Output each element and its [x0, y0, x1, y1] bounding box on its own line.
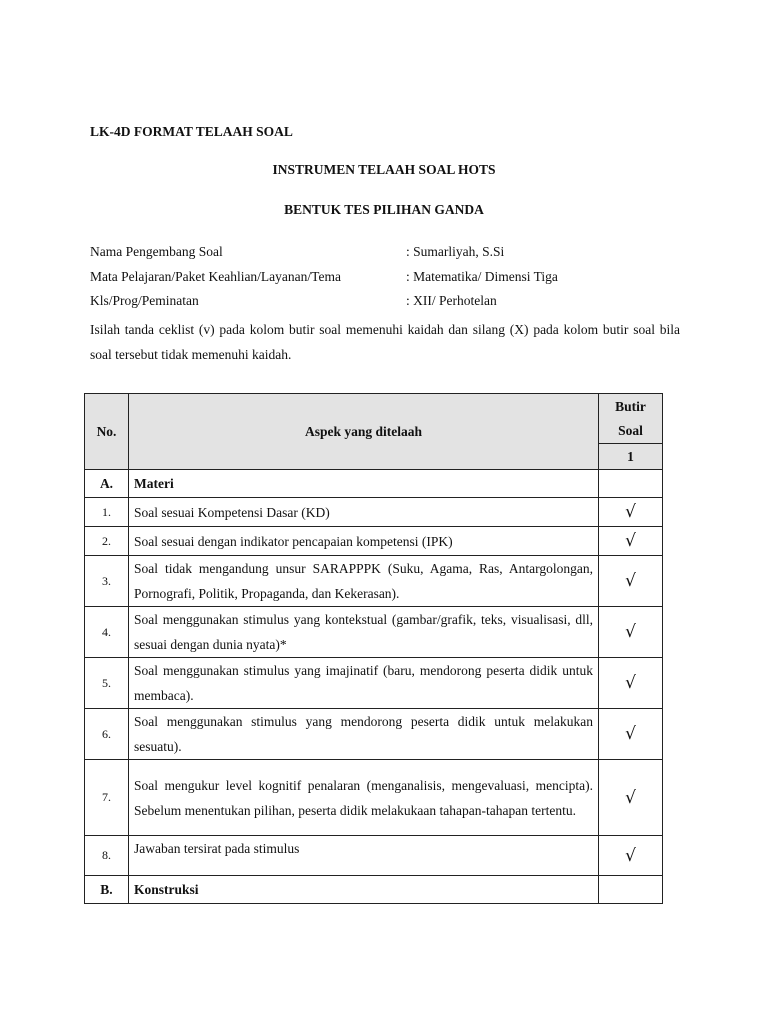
section-label: Materi	[129, 470, 599, 498]
check-mark: √	[599, 760, 663, 836]
table-row	[85, 760, 663, 836]
row-aspect: Soal sesuai dengan indikator pencapaian kompetensi (IPK)	[129, 527, 599, 556]
table-row	[85, 709, 663, 760]
row-number: 1.	[85, 498, 129, 527]
row-aspect: Soal mengukur level kognitif penalaran (menganalisis, mengevaluasi, mencipta). Sebelum menentukan pilihan, peserta didik melakukaan tahapan-tahapan tertentu.	[129, 760, 599, 836]
row-number: 6.	[85, 709, 129, 760]
check-mark: √	[599, 498, 663, 527]
row-aspect: Soal tidak mengandung unsur SARAPPPK (Suku, Agama, Ras, Antargolongan, Pornografi, Politik, Propaganda, dan Kekerasan).	[129, 556, 599, 607]
row-number: 3.	[85, 556, 129, 607]
empty-cell	[599, 470, 663, 498]
check-mark: √	[599, 527, 663, 556]
section-label: Konstruksi	[129, 876, 599, 904]
section-number: B.	[85, 876, 129, 904]
row-aspect: Soal sesuai Kompetensi Dasar (KD)	[129, 498, 599, 527]
check-mark: √	[599, 836, 663, 876]
header-butir-line2: Soal	[618, 422, 643, 438]
check-mark: √	[599, 709, 663, 760]
row-aspect: Soal menggunakan stimulus yang imajinatif (baru, mendorong peserta didik untuk membaca).	[129, 658, 599, 709]
header-butir-line1: Butir	[615, 398, 646, 414]
check-mark: √	[599, 658, 663, 709]
row-aspect: Jawaban tersirat pada stimulus	[129, 836, 599, 876]
table-row	[85, 658, 663, 709]
instruction-text: Isilah tanda ceklist (v) pada kolom butir soal memenuhi kaidah dan silang (X) pada kolom butir soal bila soal tersebut tidak memenuhi kaidah.	[90, 322, 680, 362]
check-mark: √	[599, 607, 663, 658]
row-aspect: Soal menggunakan stimulus yang kontekstual (gambar/grafik, teks, visualisasi, dll, sesuai dengan dunia nyata)*	[129, 607, 599, 658]
document-code: LK-4D FORMAT TELAAH SOAL	[90, 124, 293, 139]
row-number: 4.	[85, 607, 129, 658]
meta-label: Mata Pelajaran/Paket Keahlian/Layanan/Tema	[90, 269, 341, 284]
table-header-row	[85, 394, 663, 444]
meta-label: Kls/Prog/Peminatan	[90, 293, 199, 308]
meta-value: : Sumarliyah, S.Si	[406, 244, 505, 259]
section-number: A.	[85, 470, 129, 498]
row-aspect: Soal menggunakan stimulus yang mendorong peserta didik untuk melakukan sesuatu).	[129, 709, 599, 760]
meta-value: : XII/ Perhotelan	[406, 293, 497, 308]
table-row	[85, 556, 663, 607]
meta-value: : Matematika/ Dimensi Tiga	[406, 269, 558, 284]
row-number: 7.	[85, 760, 129, 836]
header-aspect: Aspek yang ditelaah	[129, 394, 599, 470]
check-mark: √	[599, 556, 663, 607]
meta-label: Nama Pengembang Soal	[90, 244, 223, 259]
empty-cell	[599, 876, 663, 904]
row-number: 8.	[85, 836, 129, 876]
section-row-konstruksi	[85, 876, 663, 904]
header-butir	[599, 394, 663, 444]
table-row	[85, 607, 663, 658]
header-no: No.	[85, 394, 129, 470]
table-row	[85, 836, 663, 876]
row-number: 5.	[85, 658, 129, 709]
document-subtitle: BENTUK TES PILIHAN GANDA	[284, 202, 484, 217]
document-title: INSTRUMEN TELAAH SOAL HOTS	[272, 162, 496, 177]
header-butir-number: 1	[599, 444, 663, 470]
section-row-materi	[85, 470, 663, 498]
table-row	[85, 498, 663, 527]
table-row	[85, 527, 663, 556]
row-number: 2.	[85, 527, 129, 556]
review-table	[84, 393, 663, 904]
